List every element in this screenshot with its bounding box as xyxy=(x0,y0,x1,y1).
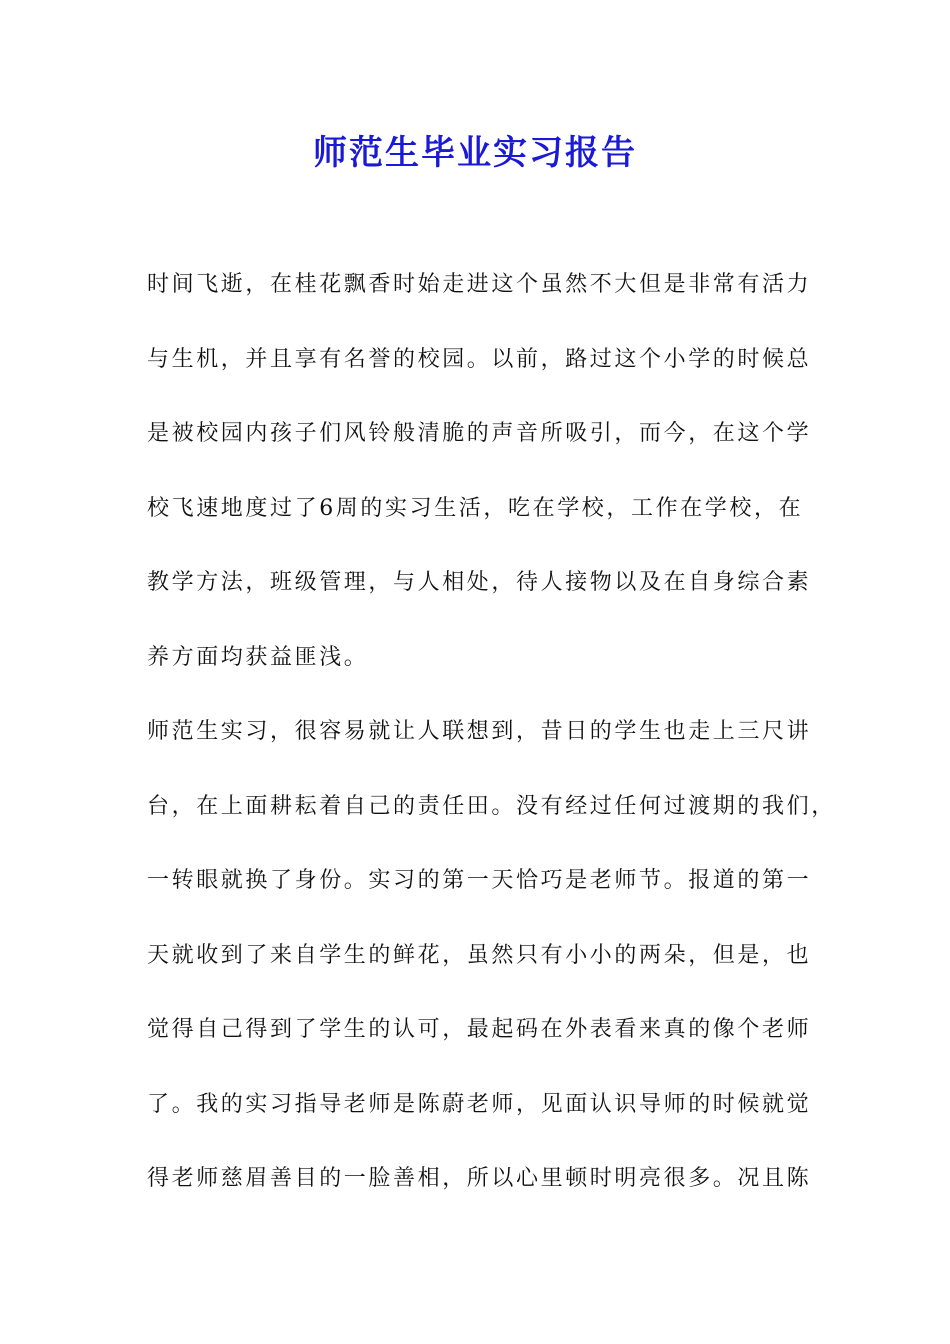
text-line: 时间飞逝，在桂花飘香时始走进这个虽然不大但是非常有活力 xyxy=(147,272,812,297)
paragraph-2 xyxy=(147,707,836,1229)
text-line: 得老师慈眉善目的一脸善相，所以心里顿时明亮很多。况且陈 xyxy=(147,1166,812,1191)
text-line: 一转眼就换了身份。实习的第一天恰巧是老师节。报道的第一 xyxy=(147,868,812,893)
text-line: 台，在上面耕耘着自己的责任田。没有经过任何过渡期的我们， xyxy=(147,793,836,819)
text-line: 觉得自己得到了学生的认可，最起码在外表看来真的像个老师 xyxy=(147,1017,812,1042)
text-line: 是被校园内孩子们风铃般清脆的声音所吸引，而今，在这个学 xyxy=(147,421,812,446)
text-line: 养方面均获益匪浅。 xyxy=(147,644,369,670)
text-line: 教学方法，班级管理，与人相处，待人接物以及在自身综合素 xyxy=(147,570,812,595)
text-line: 与生机，并且享有名誉的校园。以前，路过这个小学的时候总 xyxy=(147,346,812,372)
text-line: 了。我的实习指导老师是陈蔚老师，见面认识导师的时候就觉 xyxy=(147,1091,812,1117)
text-line: 天就收到了来自学生的鲜花，虽然只有小小的两朵，但是，也 xyxy=(147,942,812,968)
text-line: 师范生实习，很容易就让人联想到，昔日的学生也走上三尺讲 xyxy=(147,719,812,744)
document-body xyxy=(147,260,836,1229)
document-title: 师范生毕业实习报告 xyxy=(313,133,637,173)
paragraph-1 xyxy=(147,260,827,707)
text-line: 校飞速地度过了6周的实习生活，吃在学校，工作在学校，在 xyxy=(147,495,804,521)
